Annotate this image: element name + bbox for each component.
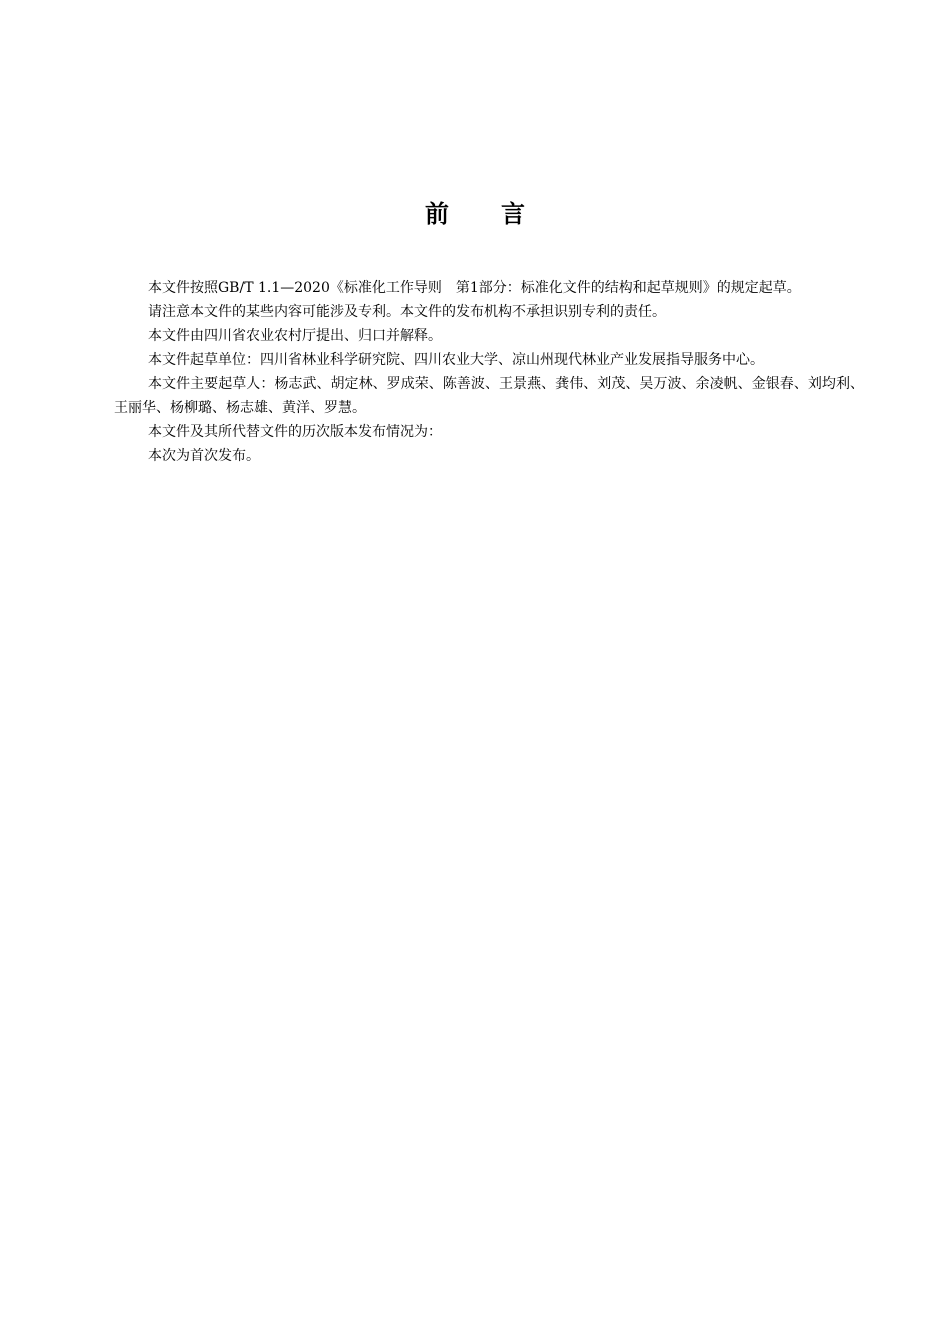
paragraph-drafting-rules: 本文件按照GB/T 1.1—2020《标准化工作导则 第1部分：标准化文件的结构和起草规则》的规定起草。 (148, 280, 801, 296)
paragraph-version-history: 本文件及其所代替文件的历次版本发布情况为： (148, 424, 442, 440)
paragraph-patent-notice: 请注意本文件的某些内容可能涉及专利。本文件的发布机构不承担识别专利的责任。 (148, 304, 666, 320)
paragraph-drafting-units: 本文件起草单位：四川省林业科学研究院、四川农业大学、凉山州现代林业产业发展指导服务中心。 (148, 352, 764, 368)
foreword-body (114, 276, 864, 468)
paragraph-proposer: 本文件由四川省农业农村厅提出、归口并解释。 (148, 328, 442, 344)
page-title: 前言 (425, 200, 577, 228)
paragraph-drafters: 本文件主要起草人：杨志武、胡定林、罗成荣、陈善波、王景燕、龚伟、刘茂、吴万波、余凌帆、金银春、刘均利、王丽华、杨柳璐、杨志雄、黄洋、罗慧。 (114, 376, 864, 416)
paragraph-first-release: 本次为首次发布。 (148, 448, 260, 464)
